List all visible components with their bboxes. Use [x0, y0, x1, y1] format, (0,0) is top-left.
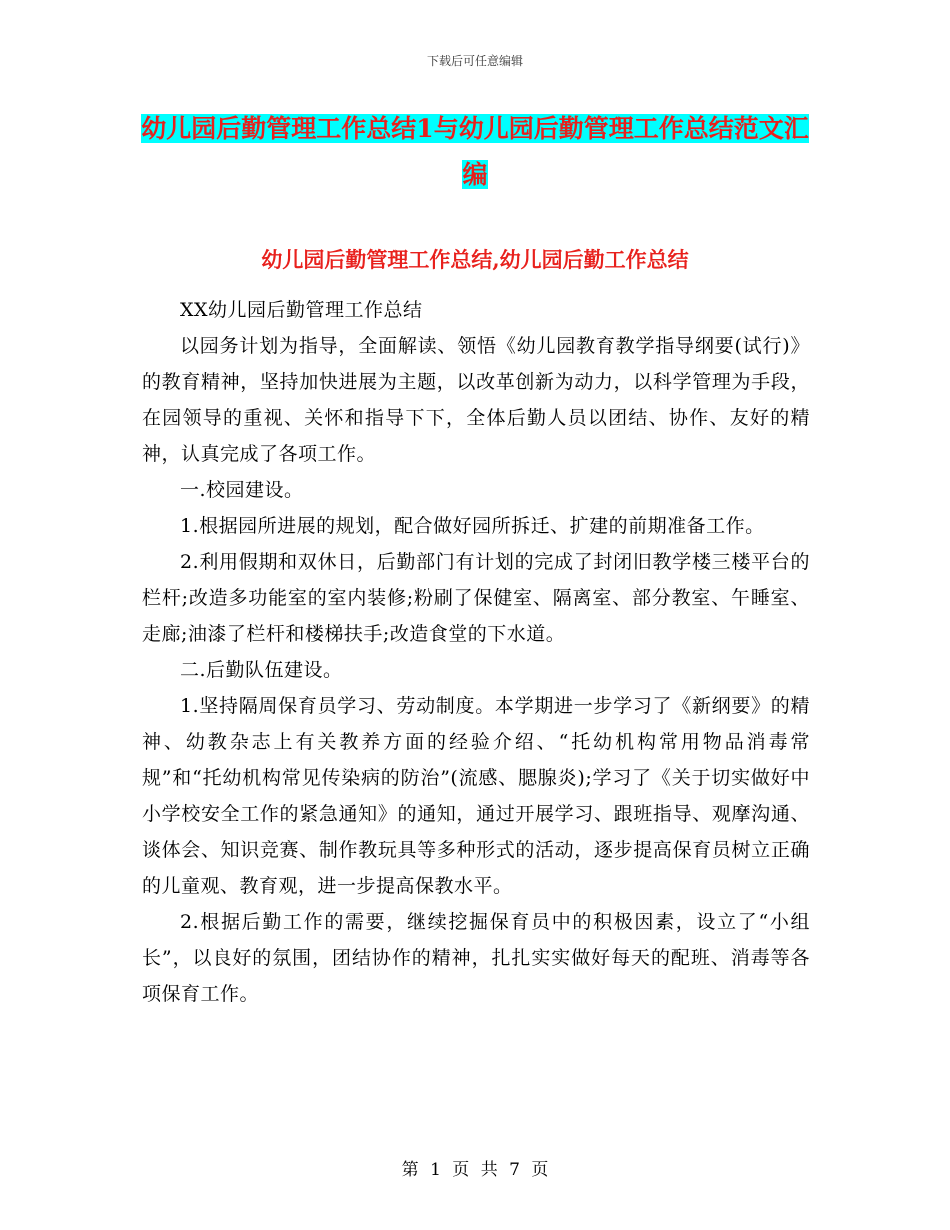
section-heading: 幼儿园后勤管理工作总结,幼儿园后勤工作总结 — [261, 247, 689, 272]
paragraph: 1.根据园所进展的规划，配合做好园所拆迁、扩建的前期准备工作。 — [180, 515, 765, 537]
page-header-note: 下载后可任意编辑 — [426, 54, 523, 68]
paragraph: 二.后勤队伍建设。 — [180, 659, 343, 681]
page-number: 第 1 页 共 7 页 — [401, 1160, 549, 1180]
paragraph: 2.根据后勤工作的需要，继续挖掘保育员中的积极因素，设立了“小组长”，以良好的氛围，团结协作的精神，扎扎实实做好每天的配班、消毒等各项保育工作。 — [142, 911, 810, 1005]
paragraph: XX幼儿园后勤管理工作总结 — [180, 299, 423, 321]
document-title-text: 幼儿园后勤管理工作总结1与幼儿园后勤管理工作总结范文汇编 — [141, 114, 809, 189]
paragraph: 以园务计划为指导，全面解读、领悟《幼儿园教育教学指导纲要(试行)》的教育精神，坚持加快进展为主题，以改革创新为动力，以科学管理为手段，在园领导的重视、关怀和指导下下，全体后勤人员以团结、协作、友好的精神，认真完成了各项工作。 — [142, 335, 810, 465]
document-title — [140, 106, 810, 198]
document-body — [142, 292, 810, 1012]
paragraph: 1.坚持隔周保育员学习、劳动制度。本学期进一步学习了《新纲要》的精神、幼教杂志上有关教养方面的经验介绍、“托幼机构常用物品消毒常规”和“托幼机构常见传染病的防治”(流感、腮腺炎);学习了《关于切实做好中小学校安全工作的紧急通知》的通知，通过开展学习、跟班指导、观摩沟通、谈体会、知识竞赛、制作教玩具等多种形式的活动，逐步提高保育员树立正确的儿童观、教育观，进一步提高保教水平。 — [142, 695, 810, 897]
paragraph: 一.校园建设。 — [180, 479, 304, 501]
paragraph: 2.利用假期和双休日，后勤部门有计划的完成了封闭旧教学楼三楼平台的栏杆;改造多功能室的室内装修;粉刷了保健室、隔离室、部分教室、午睡室、走廊;油漆了栏杆和楼梯扶手;改造食堂的下水道。 — [142, 551, 810, 645]
